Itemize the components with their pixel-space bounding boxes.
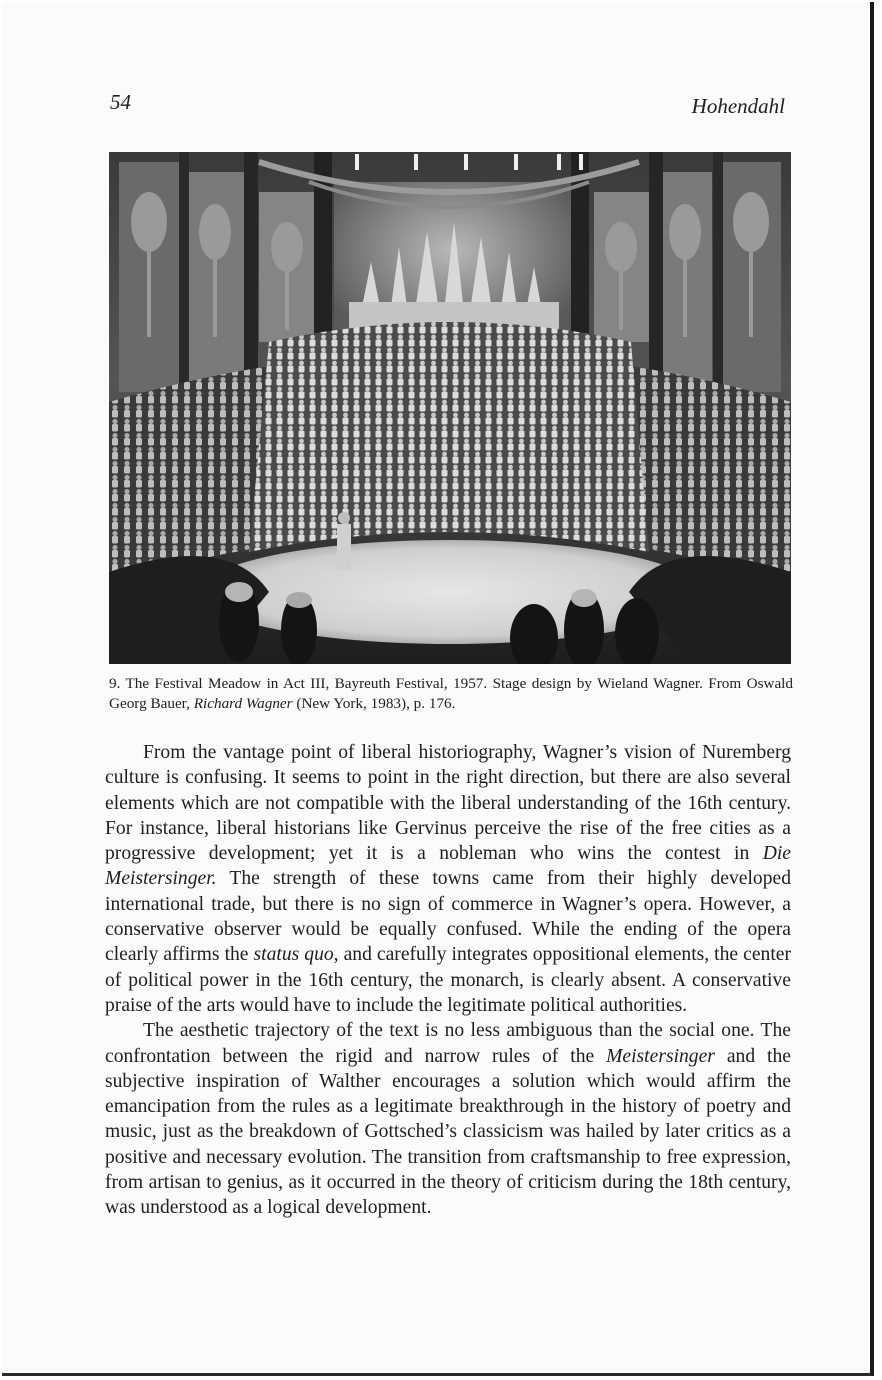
paragraph-2-text-c: and the subjective inspiration of Walther encourages a solution which would affirm the emancipation from the rules as a legitimate breakthrough in the history of poetry and music, just as the breakdown of Gottsched’s classicism was hailed by later critics as a positive and necessary evolution. The transition from craftsmanship to free expression, from artisan to genius, as it occurred in the theory of criticism during the 18th century, was understood as a logical development. bbox=[105, 1045, 791, 1219]
paragraph-1-text-a: From the vantage point of liberal historiography, Wagner’s vision of Nuremberg culture is confusing. It seems to point in the right direction, but there are also several elements which are not compatible with the liberal understanding of the 16th century. For instance, liberal historians like Gervinus perceive the rise of the free cities as a progressive development; yet it is a nobleman who wins the contest in bbox=[105, 742, 791, 865]
body-text bbox=[105, 740, 791, 1221]
book-page bbox=[2, 2, 874, 1376]
running-head: Hohendahl bbox=[691, 94, 785, 118]
paragraph-1 bbox=[105, 740, 791, 1018]
caption-book-title: Richard Wagner bbox=[193, 695, 293, 712]
paragraph-2 bbox=[105, 1018, 791, 1220]
opera-stage-photo bbox=[109, 152, 791, 664]
figure-caption bbox=[109, 674, 793, 714]
paragraph-1-italic-title: Die Meistersinger. bbox=[105, 843, 791, 890]
paragraph-2-italic-title: Meistersinger bbox=[606, 1045, 715, 1067]
paragraph-1-text-c: The strength of these towns came from their highly developed international trade, but there is no sign of commerce in Wagner’s opera. However, a conservative observer would be equally confused. While the ending of the opera clearly affirms the bbox=[105, 868, 791, 966]
paragraph-2-text-a: The aesthetic trajectory of the text is no less ambiguous than the social one. The confrontation between the rigid and narrow rules of the bbox=[105, 1020, 791, 1067]
paragraph-1-italic-phrase: status quo, bbox=[253, 944, 339, 966]
page-number: 54 bbox=[110, 90, 131, 114]
caption-citation: (New York, 1983), p. 176. bbox=[292, 695, 456, 712]
stage-photo-illustration bbox=[109, 152, 791, 664]
paragraph-1-text-e: and carefully integrates oppositional elements, the center of political power in the 16th century, the monarch, is clearly absent. A conservative praise of the arts would have to include the legitimate political authorities. bbox=[105, 944, 791, 1016]
caption-text: 9. The Festival Meadow in Act III, Bayreuth Festival, 1957. Stage design by Wieland Wagner. From Oswald Georg Bauer, bbox=[109, 675, 793, 712]
